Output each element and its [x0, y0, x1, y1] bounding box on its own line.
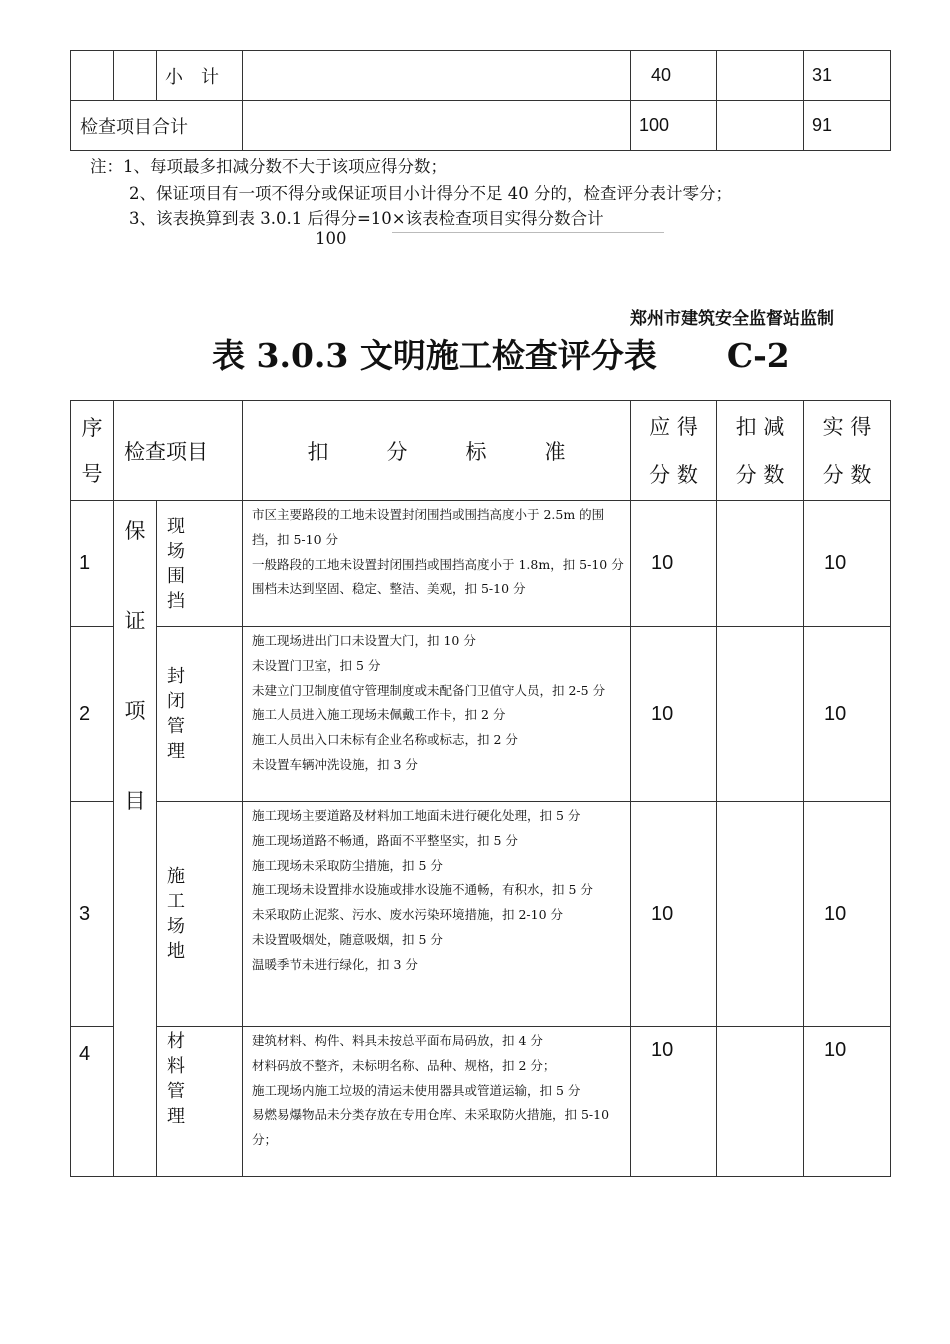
- row-item-line: 施工: [167, 866, 207, 912]
- table-row: [71, 1027, 891, 1177]
- row-should-score: 10: [631, 1027, 717, 1177]
- row-should-score: 10: [631, 627, 717, 802]
- total-label: 检查项目合计: [71, 101, 243, 151]
- subtotal-deduct-score: [717, 51, 804, 101]
- subtotal-label: 小 计: [157, 51, 243, 101]
- criteria-line: 施工现场主要道路及材料加工地面未进行硬化处理，扣 5 分: [252, 808, 581, 823]
- row-item: [157, 1027, 243, 1177]
- criteria-line: 未设置门卫室，扣 5 分: [252, 657, 381, 673]
- header-seq-line-1: 序: [81, 415, 103, 440]
- row-criteria: [243, 501, 631, 627]
- header-deduct-score: [717, 401, 804, 501]
- header-deduct-line-1: 扣 减: [735, 414, 785, 439]
- empty-cell: [243, 51, 631, 101]
- header-should-score: [631, 401, 717, 501]
- header-actual-line-2: 分 数: [822, 462, 872, 487]
- total-deduct-score: [717, 101, 804, 151]
- criteria-line: 材料码放不整齐，未标明名称、品种、规格，扣 2 分；: [252, 1057, 556, 1073]
- row-criteria: [243, 627, 631, 802]
- criteria-line: 施工人员进入施工现场未佩戴工作卡，扣 2 分: [252, 707, 506, 723]
- fraction-line: [392, 232, 664, 233]
- criteria-line: 一般路段的工地未设置封闭围挡或围挡高度小于 1.8m，扣 5-10 分: [252, 556, 624, 572]
- header-deduct-line-2: 分 数: [735, 462, 785, 487]
- subtotal-row: [71, 51, 891, 101]
- header-actual-line-1: 实 得: [822, 414, 872, 439]
- table-row: [71, 501, 891, 627]
- criteria-line: 易燃易爆物品未分类存放在专用仓库、未采取防火措施，扣 5-10 分；: [252, 1107, 610, 1148]
- criteria-line: 未设置吸烟处，随意吸烟，扣 5 分: [252, 931, 443, 947]
- empty-cell: [243, 101, 631, 151]
- row-item: [157, 627, 243, 802]
- row-item: [157, 501, 243, 627]
- criteria-line: 施工现场进出门口未设置大门，扣 10 分: [252, 633, 476, 648]
- subtotal-actual-score: 31: [804, 51, 891, 101]
- row-item: [157, 802, 243, 1027]
- criteria-line: 围档未达到坚固、稳定、整洁、美观，扣 5-10 分: [252, 581, 526, 597]
- group-char: 目: [124, 789, 146, 813]
- table-row: [71, 802, 891, 1027]
- criteria-line: 施工现场内施工垃圾的清运未使用器具或管道运输，扣 5 分: [252, 1082, 581, 1098]
- total-actual-score: 91: [804, 101, 891, 151]
- issuer-label: 郑州市建筑安全监督站监制: [630, 309, 834, 329]
- total-row: [71, 101, 891, 151]
- criteria-line: 施工现场未设置排水设施或排水设施不通畅，有积水，扣 5 分: [252, 882, 593, 898]
- note-1: 注：1、每项最多扣减分数不大于该项应得分数；: [90, 157, 447, 176]
- row-item-line: 材料: [167, 1031, 207, 1077]
- criteria-line: 温暖季节未进行绿化，扣 3 分: [252, 956, 418, 972]
- title-code: C-2: [726, 336, 790, 375]
- row-criteria: [243, 1027, 631, 1177]
- row-actual-score: 10: [804, 802, 891, 1027]
- note-3: 3、该表换算到表 3.0.1 后得分=10×该表检查项目实得分数合计: [129, 209, 604, 228]
- row-deduct-score: [717, 1027, 804, 1177]
- header-criteria-char: 扣: [307, 439, 329, 464]
- row-item-line: 管理: [167, 1081, 207, 1127]
- row-item-line: 围挡: [167, 565, 207, 612]
- summary-table: [70, 50, 891, 151]
- total-should-score: 100: [631, 101, 717, 151]
- criteria-line: 施工人员出入口未标有企业名称或标志，扣 2 分: [252, 732, 518, 748]
- header-should-line-2: 分 数: [649, 462, 698, 487]
- criteria-line: 未采取防止泥浆、污水、废水污染环境措施，扣 2-10 分: [252, 907, 564, 923]
- group-char: 证: [124, 609, 146, 633]
- header-should-line-1: 应 得: [649, 414, 698, 439]
- empty-cell: [71, 51, 114, 101]
- header-criteria-char: 分: [386, 439, 408, 464]
- inspection-table: [70, 400, 891, 1177]
- criteria-line: 建筑材料、构件、料具未按总平面布局码放，扣 4 分: [252, 1033, 543, 1048]
- note-3-denominator: 100: [315, 229, 347, 248]
- row-item-line: 现场: [167, 515, 207, 562]
- header-item: 检查项目: [114, 401, 243, 501]
- header-actual-score: [804, 401, 891, 501]
- table-row: [71, 627, 891, 802]
- row-criteria: [243, 802, 631, 1027]
- row-actual-score: 10: [804, 1027, 891, 1177]
- row-should-score: 10: [631, 802, 717, 1027]
- header-seq: [71, 401, 114, 501]
- criteria-line: 市区主要路段的工地未设置封闭围挡或围挡高度小于 2.5m 的围挡，扣 5-10 分: [252, 507, 605, 547]
- row-seq: 3: [71, 802, 114, 1027]
- row-deduct-score: [717, 802, 804, 1027]
- criteria-line: 施工现场道路不畅通，路面不平整坚实，扣 5 分: [252, 832, 518, 848]
- criteria-line: 未建立门卫制度值守管理制度或未配备门卫值守人员，扣 2-5 分: [252, 682, 606, 698]
- page-title: [212, 330, 790, 377]
- group-char: 项: [124, 699, 146, 723]
- row-actual-score: 10: [804, 627, 891, 802]
- group-char: 保: [124, 519, 146, 543]
- title-text: 表 3.0.3 文明施工检查评分表: [212, 336, 657, 375]
- row-seq: 1: [71, 501, 114, 627]
- header-row: [71, 401, 891, 501]
- header-criteria: [243, 401, 631, 501]
- criteria-line: 未设置车辆冲洗设施，扣 3 分: [252, 756, 418, 772]
- header-seq-line-2: 号: [81, 461, 103, 486]
- row-should-score: 10: [631, 501, 717, 627]
- row-deduct-score: [717, 501, 804, 627]
- subtotal-should-score: 40: [631, 51, 717, 101]
- row-deduct-score: [717, 627, 804, 802]
- row-seq: 4: [71, 1027, 114, 1177]
- header-criteria-char: 准: [544, 439, 566, 464]
- note-2: 2、保证项目有一项不得分或保证项目小计得分不足 40 分的，检查评分表计零分；: [129, 184, 732, 203]
- row-item-line: 场地: [167, 916, 207, 962]
- criteria-line: 施工现场未采取防尘措施，扣 5 分: [252, 857, 443, 873]
- group-guarantee-items: [114, 501, 157, 1177]
- empty-cell: [114, 51, 157, 101]
- row-seq: 2: [71, 627, 114, 802]
- header-criteria-char: 标: [465, 439, 487, 464]
- row-item-line: 管理: [167, 716, 207, 762]
- row-item-line: 封闭: [167, 666, 207, 712]
- row-actual-score: 10: [804, 501, 891, 627]
